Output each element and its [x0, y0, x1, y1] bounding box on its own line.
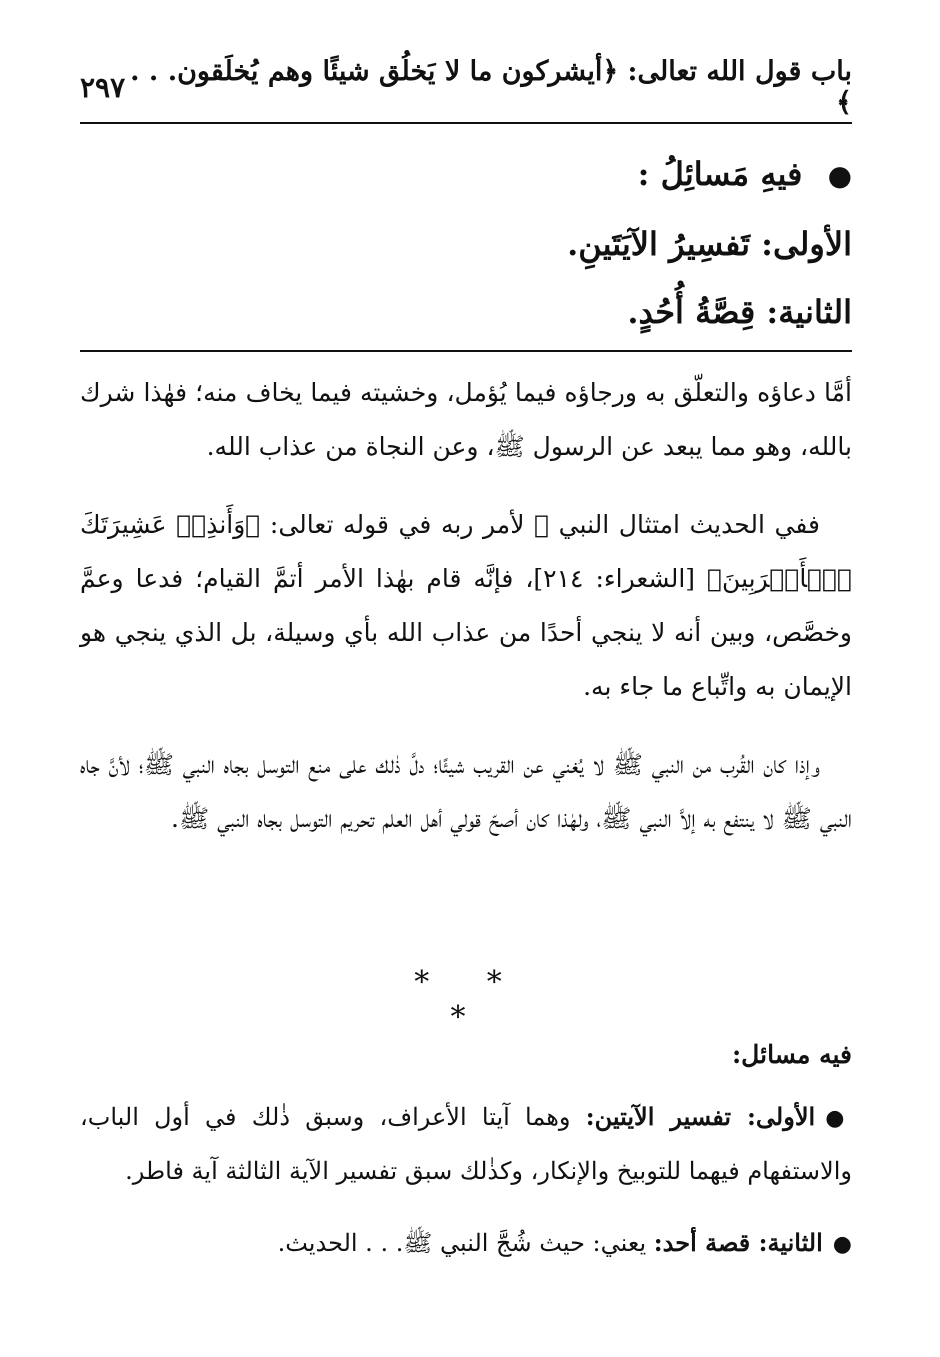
issue-label: الثانية: قصة أحد: [653, 1228, 823, 1257]
issues-heading-text: فيهِ مَسائِلُ : [637, 155, 803, 193]
issue-item [80, 1217, 852, 1271]
issue-label: الثانية: [766, 293, 852, 331]
bullet-icon: ● [825, 1106, 852, 1131]
bullet-icon: ● [827, 159, 852, 192]
section-divider [80, 350, 852, 352]
issues-heading: فيه مسائل: [731, 1040, 852, 1069]
commentary-paragraph: أمَّا دعاؤه والتعلّق به ورجاؤه فيما يُؤمل، وخشيته فيما يخاف منه؛ فهٰذا شرك بالله، وهو مما يبعد عن الرسول ﷺ، وعن النجاة من عذاب الله. [80, 378, 852, 461]
issues-heading [380, 140, 852, 210]
issue-text: وهما آيتا الأعراف، وسبق ذٰلك في أول الباب، والاستفهام فيهما للتوبيخ والإنكار، وكذٰلك سبق تفسير الآية الثالثة آية فاطر. [80, 1103, 852, 1185]
running-header [80, 56, 852, 118]
issue-text: قِصَّةُ أُحُدٍ. [627, 293, 756, 331]
issue-text: يعني: حيث شُجَّ النبي ﷺ. . . الحديث. [277, 1229, 647, 1257]
commentary-paragraph: وإذا كان القُرب من النبي ﷺ لا يُغني عن القريب شيئًا؛ دلَّ ذٰلك على منع التوسل بجاه النبي ﷺ؛ لأنَّ جاه النبي ﷺ لا ينتفع به إلاَّ النبي ﷺ، ولهٰذا كان أصحّ قولي أهل العلم تحريم التوسل بجاه النبي ﷺ. [80, 750, 852, 833]
issue-item [380, 278, 852, 346]
issues-section-commentary [80, 1040, 852, 1291]
chapter-title: باب قول الله تعالى: ﴿أيشركون ما لا يَخلُق شيئًا وهم يُخلَقون. . . ﴾ [130, 56, 852, 118]
issue-label: الأولى: تفسير الآيتين: [585, 1102, 816, 1131]
commentary-body [80, 366, 852, 870]
bullet-icon: ● [832, 1232, 852, 1257]
header-divider [80, 122, 852, 124]
issue-label: الأولى: [761, 225, 852, 263]
issue-text: تَفسِيرُ الآيَتَينِ. [567, 225, 751, 263]
issue-item [80, 1091, 852, 1197]
commentary-paragraph: ففي الحديث امتثال النبي ﷺ لأمر ربه في قوله تعالى: ﴿وَأَنذِرۡ عَشِيرَتَكَ ٱلۡأَقۡرَبِينَ﴾ [الشعراء: ٢١٤]، فإنَّه قام بهٰذا الأمر أتمَّ القيام؛ فدعا وعمَّ وخصَّص، وبين أنه لا ينجي أحدًا من عذاب الله بأي وسيلة، بل الذي ينجي هو الإيمان به واتِّباع ما جاء به. [80, 510, 852, 701]
issue-item [380, 210, 852, 278]
page-number: ٢٩٧ [80, 70, 126, 104]
section-separator: * * * [414, 965, 526, 1035]
issues-section-original [380, 140, 852, 346]
